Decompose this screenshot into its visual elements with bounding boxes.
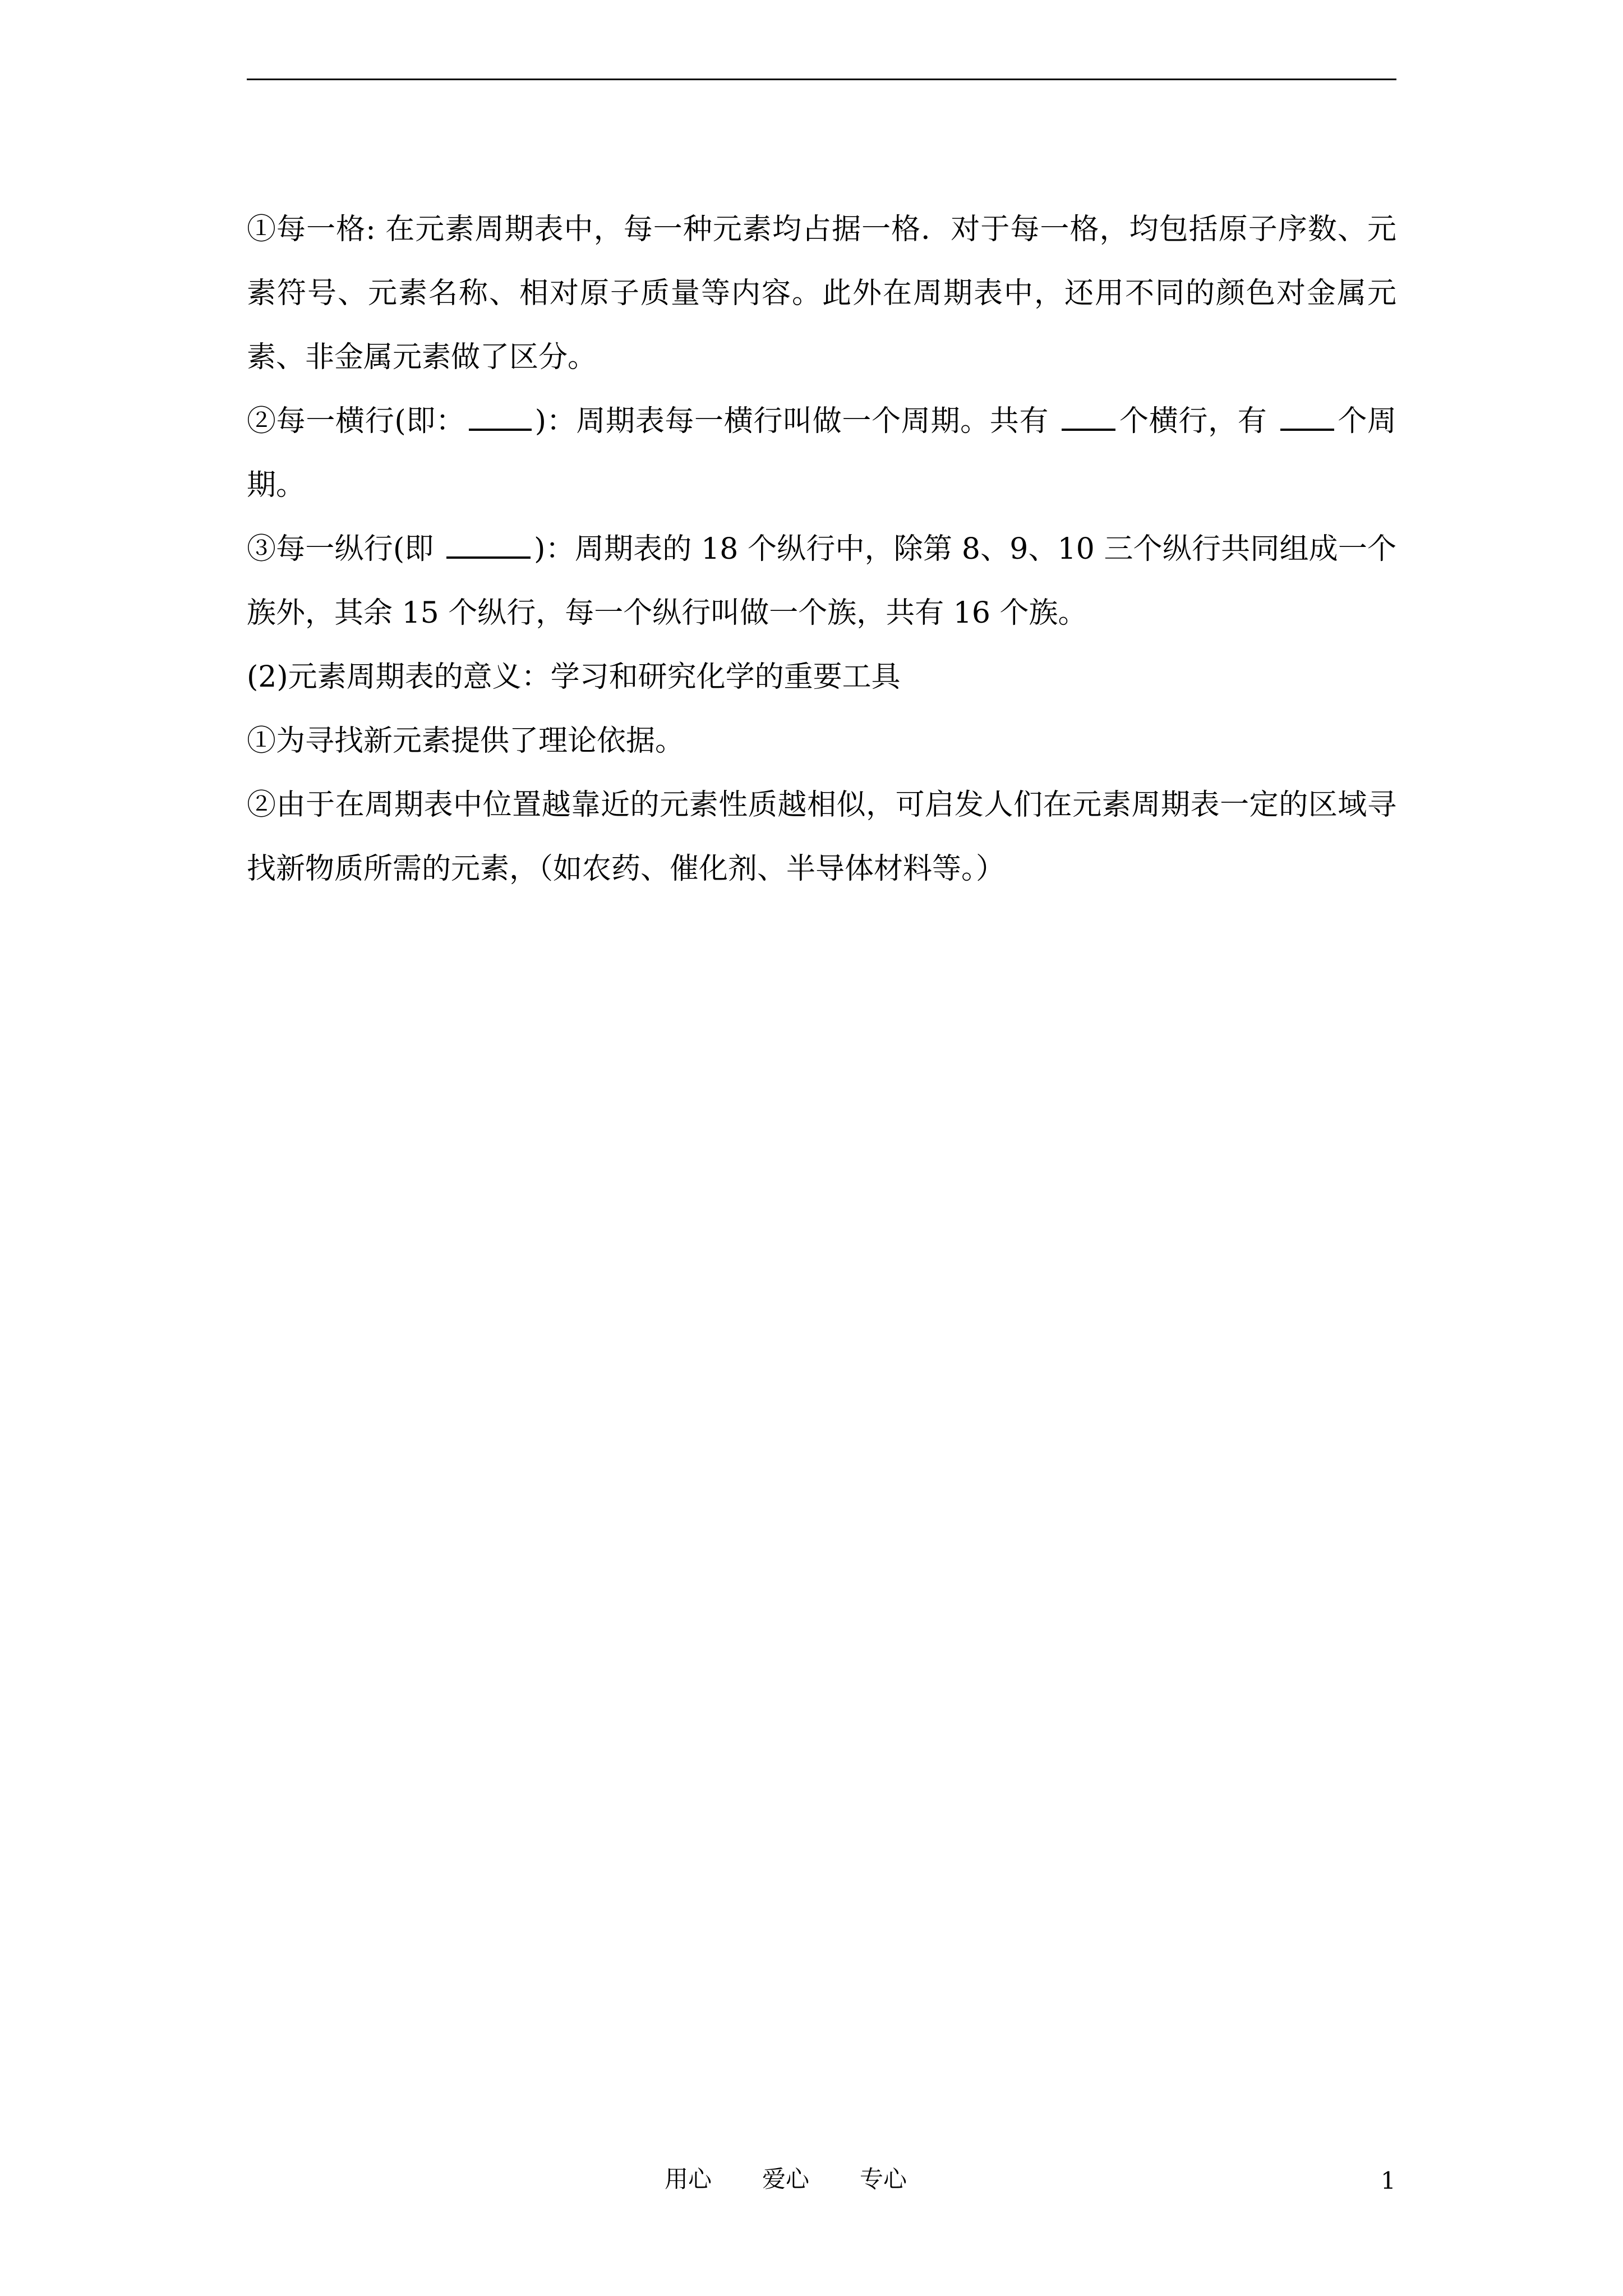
column-text-b: )：周期表的 18 个纵行中，除第 8、9、10 三个纵行共同组成一个族外，其余 15 个纵行，每一个纵行叫做一个族，共有 16 个族。 (247, 532, 1396, 630)
header-rule (247, 79, 1396, 80)
footer-motto (665, 2162, 957, 2196)
fill-blank-row-name[interactable] (469, 401, 532, 431)
paragraph-cell: ①每一格: 在元素周期表中，每一种元素均占据一格．对于每一格，均包括原子序数、元素符号、元素名称、相对原子质量等内容。此外在周期表中，还用不同的颜色对金属元素、非金属元素做了区分。 (247, 213, 1396, 374)
paragraph-column (247, 517, 1396, 645)
row-text-d: 个周期。 (247, 404, 1397, 502)
paragraph-point-1: ①为寻找新元素提供了理论依据。 (247, 724, 685, 758)
row-text-c: 个横行，有 (1119, 404, 1267, 438)
document-body (247, 197, 1396, 901)
fill-blank-column-name[interactable] (446, 528, 531, 559)
column-text-a: ③每一纵行(即 (247, 532, 434, 566)
row-text-b: )：周期表每一横行叫做一个周期。共有 (534, 404, 1049, 438)
footer-motto-2: 爱心 (762, 2165, 810, 2193)
footer-motto-1: 用心 (665, 2165, 712, 2193)
paragraph-meaning: (2)元素周期表的意义：学习和研究化学的重要工具 (247, 660, 901, 694)
row-text-a: ②每一横行(即： (247, 404, 465, 438)
page-number: 1 (1381, 2167, 1396, 2194)
fill-blank-row-count[interactable] (1062, 401, 1115, 431)
paragraph-point-2: ②由于在周期表中位置越靠近的元素性质越相似，可启发人们在元素周期表一定的区域寻找新物质所需的元素，（如农药、催化剂、半导体材料等。） (247, 788, 1396, 886)
paragraph-row (247, 389, 1396, 517)
fill-blank-period-count[interactable] (1280, 401, 1334, 431)
footer-motto-3: 专心 (860, 2165, 907, 2193)
